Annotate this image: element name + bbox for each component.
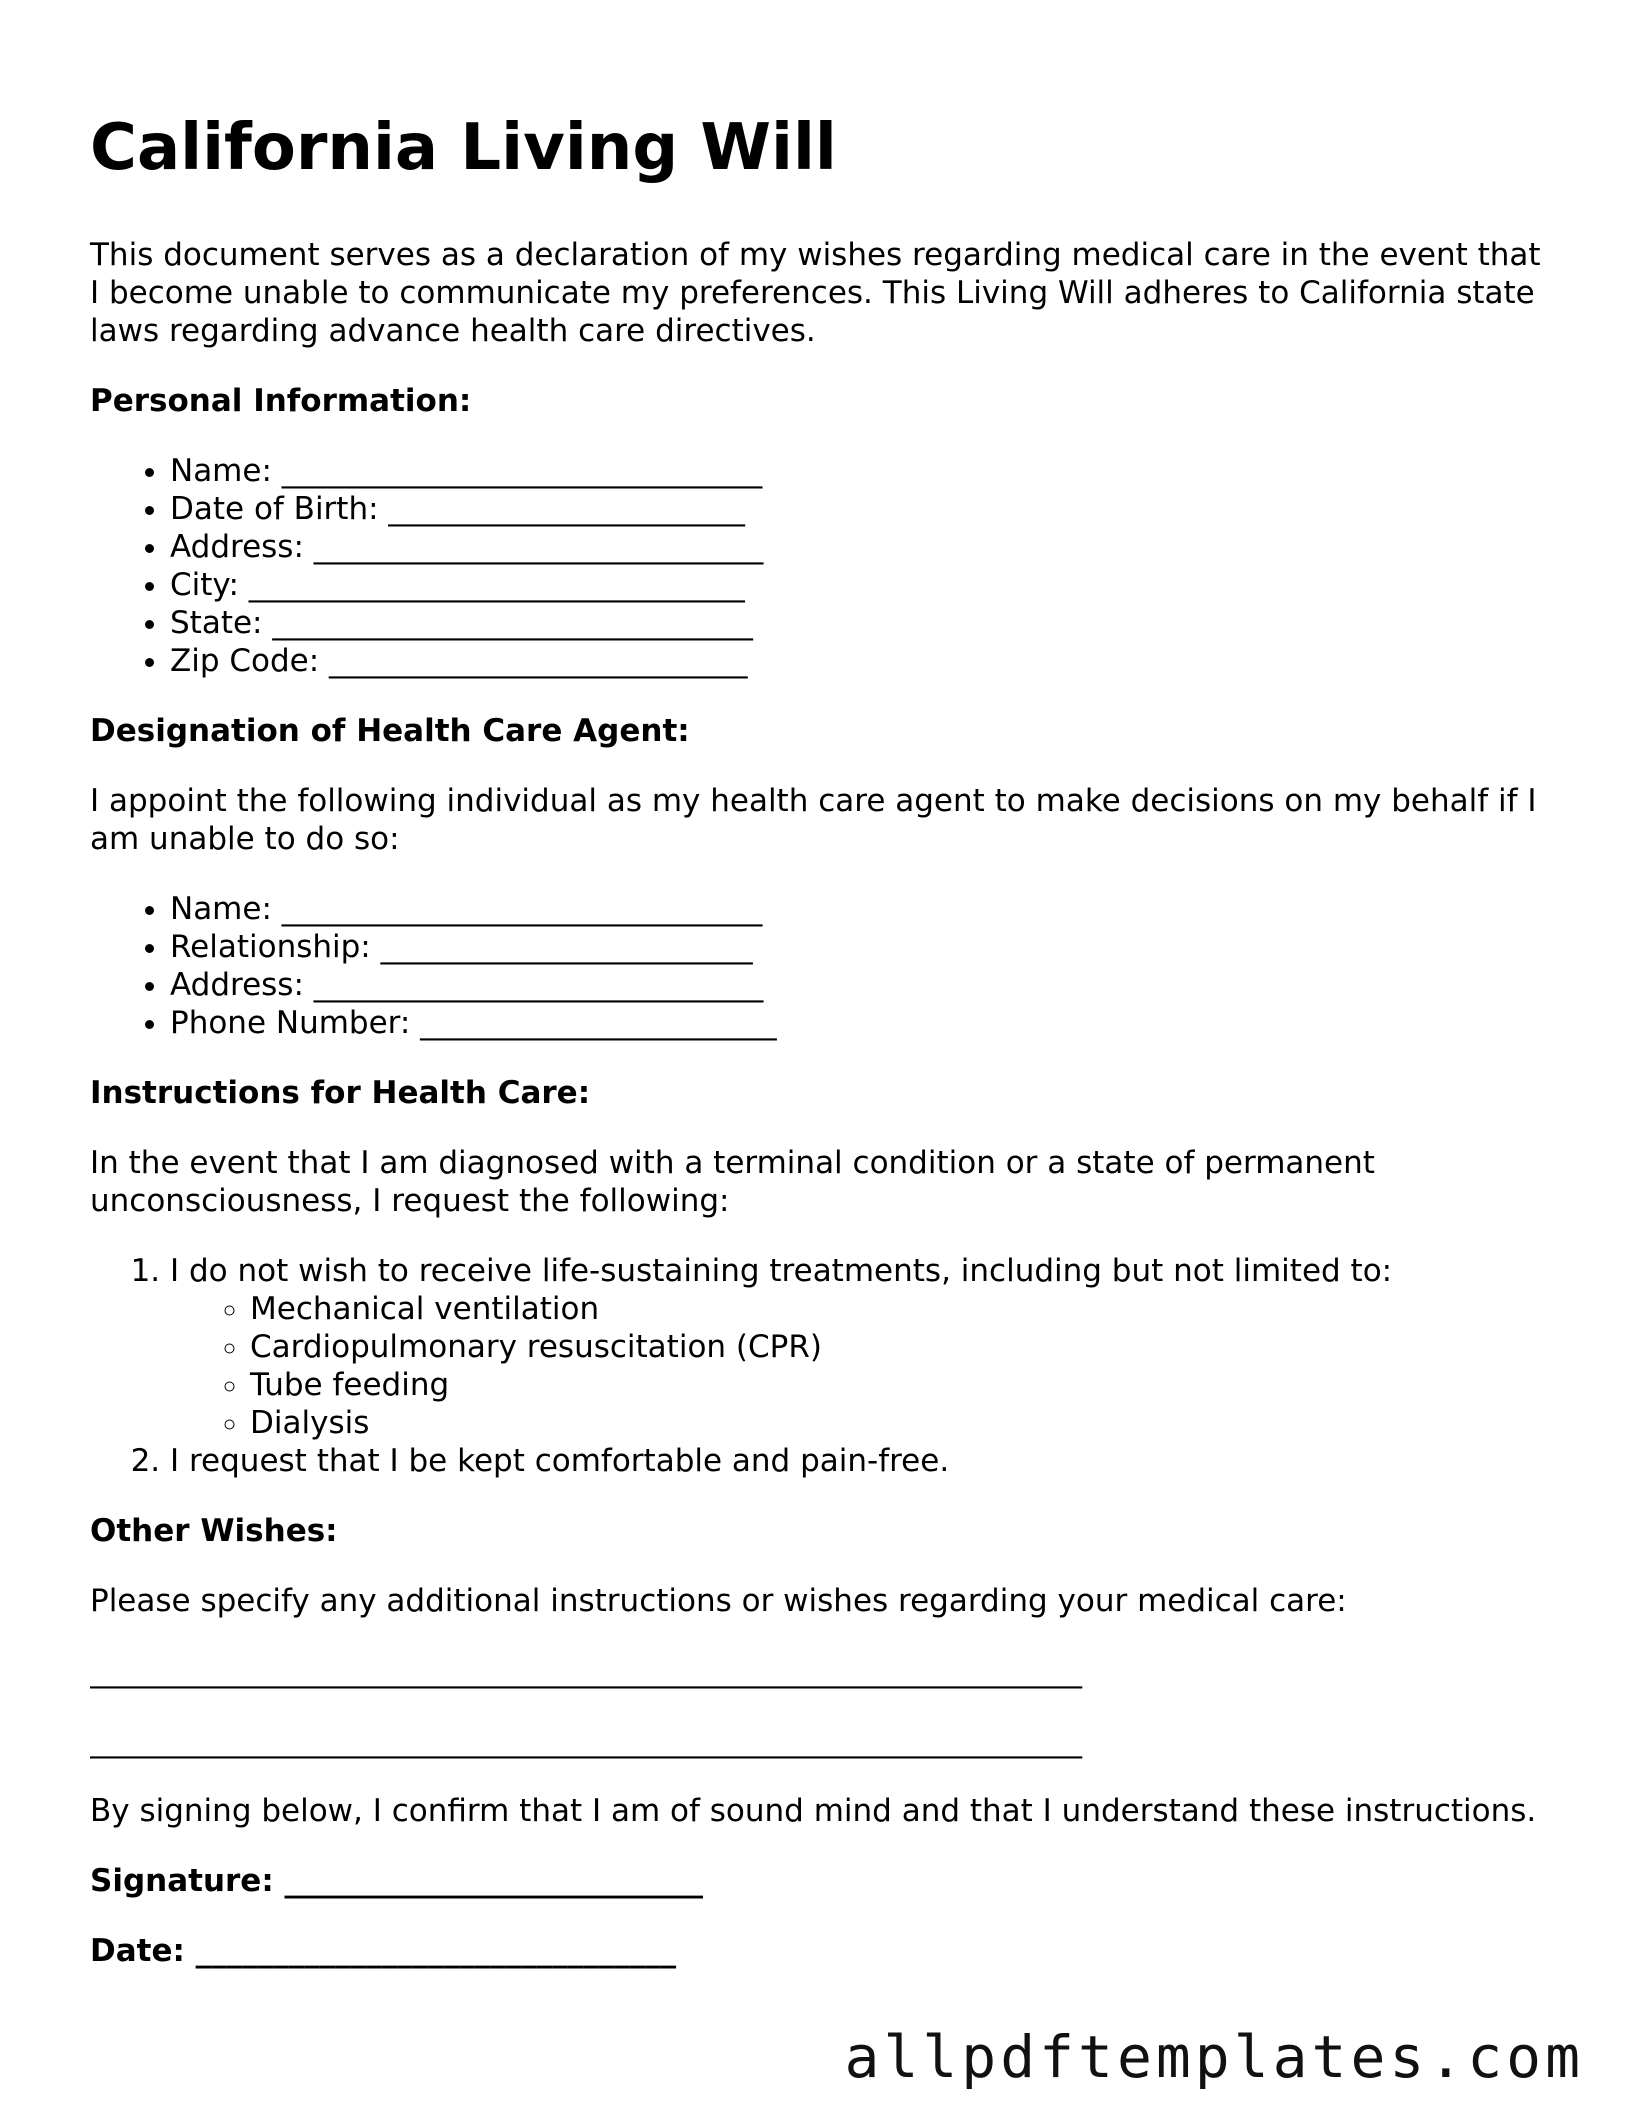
treatments-list <box>170 1290 1550 1442</box>
personal-info-list <box>90 452 1550 680</box>
date-field[interactable]: Date: _______________________________ <box>90 1933 677 1969</box>
agent-field-address[interactable]: • Address: _____________________________ <box>170 966 1550 1004</box>
agent-intro: I appoint the following individual as my health care agent to make decisions on my behalf if I am unable to do so: <box>90 783 1537 857</box>
agent-field-phone[interactable]: • Phone Number: _______________________ <box>170 1004 1550 1042</box>
agent-heading: Designation of Health Care Agent: <box>90 713 690 749</box>
other-wishes-heading: Other Wishes: <box>90 1513 338 1549</box>
treatment-item: ◦ Tube feeding <box>250 1366 1550 1404</box>
personal-info-heading: Personal Information: <box>90 383 472 419</box>
instructions-heading: Instructions for Health Care: <box>90 1075 591 1111</box>
treatment-item: ◦ Mechanical ventilation <box>250 1290 1550 1328</box>
signature-field[interactable]: Signature: ___________________________ <box>90 1863 704 1899</box>
watermark: allpdftemplates.com <box>844 2023 1584 2091</box>
instruction-item: 2. I request that I be kept comfortable and pain-free. <box>170 1442 1550 1480</box>
field-date-of-birth[interactable]: • Date of Birth: _______________________ <box>170 490 1550 528</box>
field-name[interactable]: • Name: _______________________________ <box>170 452 1550 490</box>
document-page <box>90 110 1550 2002</box>
field-city[interactable]: • City: ________________________________ <box>170 566 1550 604</box>
agent-field-relationship[interactable]: • Relationship: ________________________ <box>170 928 1550 966</box>
field-state[interactable]: • State: _______________________________ <box>170 604 1550 642</box>
treatment-item: ◦ Dialysis <box>250 1404 1550 1442</box>
instruction-item-text: I do not wish to receive life-sustaining treatments, including but not limited to: <box>170 1253 1393 1289</box>
instructions-list <box>90 1252 1550 1480</box>
treatment-item: ◦ Cardiopulmonary resuscitation (CPR) <box>250 1328 1550 1366</box>
instruction-item <box>170 1252 1550 1442</box>
intro-paragraph: This document serves as a declaration of my wishes regarding medical care in the event that I become unable to communicate my preferences. This Living Will adheres to California state laws regarding advance health care directives. <box>90 237 1541 349</box>
field-address[interactable]: • Address: _____________________________ <box>170 528 1550 566</box>
document-title: California Living Will <box>90 111 837 185</box>
other-wishes-line-1[interactable]: ________________________________________________________________ <box>90 1653 1082 1689</box>
other-wishes-prompt: Please specify any additional instructions or wishes regarding your medical care: <box>90 1583 1347 1619</box>
instructions-intro: In the event that I am diagnosed with a terminal condition or a state of permanent unconsciousness, I request the following: <box>90 1145 1375 1219</box>
signature-statement: By signing below, I confirm that I am of sound mind and that I understand these instructions. <box>90 1793 1537 1829</box>
field-zip-code[interactable]: • Zip Code: ___________________________ <box>170 642 1550 680</box>
other-wishes-line-2[interactable]: ________________________________________________________________ <box>90 1723 1082 1759</box>
agent-list <box>90 890 1550 1042</box>
agent-field-name[interactable]: • Name: _______________________________ <box>170 890 1550 928</box>
